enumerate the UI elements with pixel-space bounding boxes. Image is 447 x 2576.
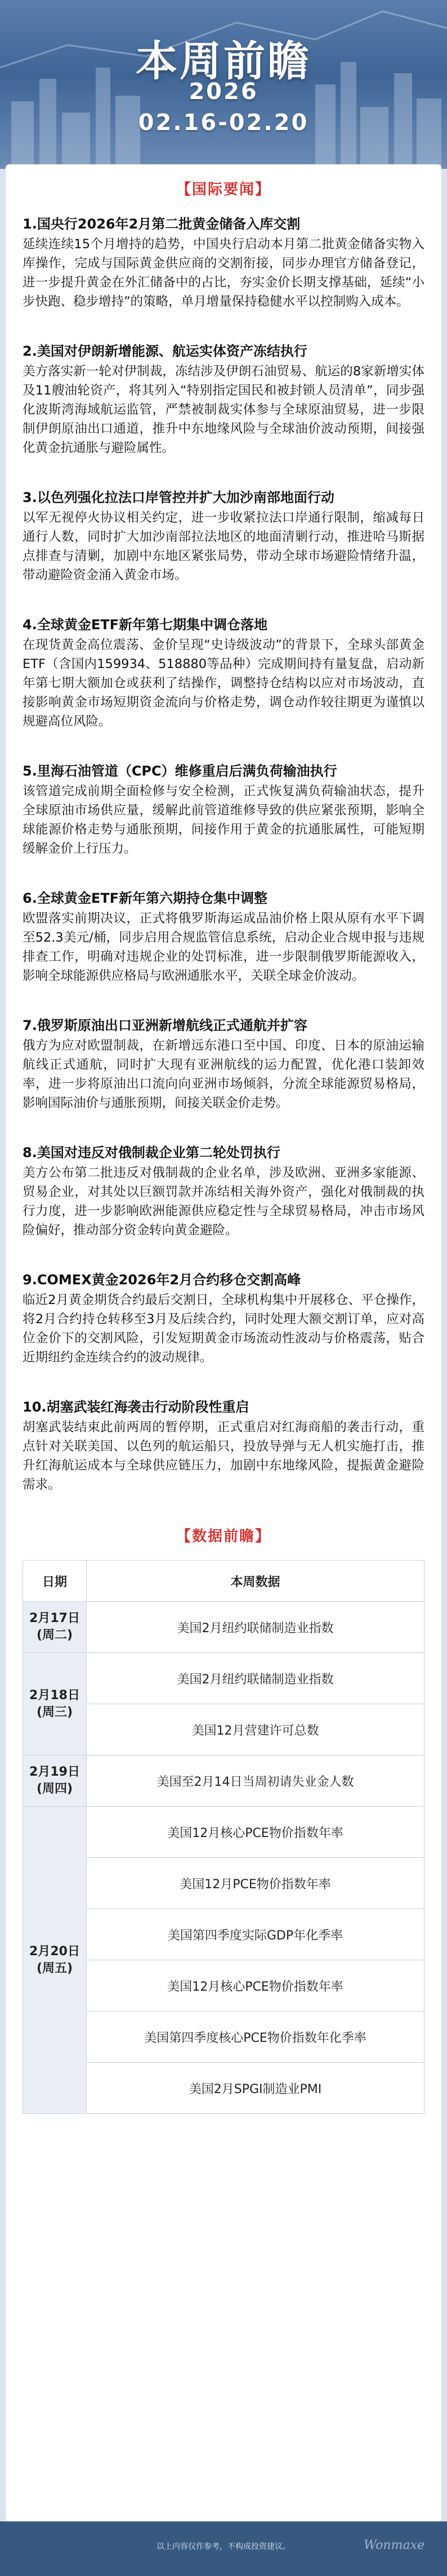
date-cell (23, 1602, 87, 1653)
news-title: 7.俄罗斯原油出口亚洲新增航线正式通航并扩容 (23, 1018, 307, 1033)
news-item (23, 889, 424, 985)
news-body: 在现货黄金高位震荡、金价呈现“史诗级波动”的背景下，全球头部黄金ETF（含国内159934、518880等品种）完成期间持有量复盘，启动新年第七期大额加仓或获利了结操作，调整持仓结构以应对市场波动，直接影响黄金市场短期资金流向与价格走势，调仓动作较往期更为谨慎以规避高位风险。 (23, 638, 424, 729)
news-title: 1.国央行2026年2月第二批黄金储备入库交割 (23, 216, 301, 232)
news-title: 8.美国对违反对俄制裁企业第二轮处罚执行 (23, 1145, 280, 1161)
date-label: 2月19日 (29, 1765, 80, 1779)
weekday-label: (周二) (36, 1628, 73, 1642)
news-title: 5.里海石油管道（CPC）维修重启后满负荷输油执行 (23, 763, 337, 779)
table-row (23, 1602, 424, 1653)
indicator-cell: 美国12月PCE物价指数年率 (87, 1858, 424, 1909)
news-item (23, 1397, 424, 1494)
news-list (23, 214, 424, 1494)
news-body: 该管道完成前期全面检修与安全检测，正式恢复满负荷输油状态，提升全球原油市场供应量，缓解此前管道维修导致的供应紧张预期，影响全球能源价格走势与通胀预期，间接作用于黄金的抗通胀属性，可能短期缓解金价上行压力。 (23, 784, 424, 856)
disclaimer-text: 以上内容仅作参考，不构成投资建议。 (157, 2542, 290, 2551)
table-row (23, 1653, 424, 1704)
news-item (23, 761, 424, 858)
data-section-title: 【数据前瞻】 (176, 1528, 271, 1545)
news-item (23, 214, 424, 311)
watermark-logo: Wonmaxe (364, 2538, 424, 2552)
news-body: 临近2月黄金期货合约最后交割日，全球机构集中开展移仓、平仓操作，将2月合约持仓转移至3月及后续合约，同时处理大额交割订单，应对高位金价下的交割风险，引发短期黄金市场流动性波动与价格震荡，贴合近期纽约金连续合约的波动规律。 (23, 1293, 424, 1365)
table-header-row (23, 1561, 424, 1602)
news-body: 胡塞武装结束此前两周的暂停期，正式重启对红海商船的袭击行动，重点针对关联美国、以色列的航运船只，投放导弹与无人机实施打击，推升红海航运成本与全球供应链压力，加剧中东地缘风险，提振黄金避险需求。 (23, 1420, 424, 1492)
news-title: 2.美国对伊朗新增能源、航运实体资产冻结执行 (23, 343, 307, 359)
date-label: 2月20日 (29, 1944, 80, 1959)
news-item (23, 615, 424, 731)
news-title: 9.COMEX黄金2026年2月合约移仓交割高峰 (23, 1272, 301, 1288)
news-title: 3.以色列强化拉法口岸管控并扩大加沙南部地面行动 (23, 490, 334, 505)
indicator-cell: 美国至2月14日当周初请失业金人数 (87, 1755, 424, 1807)
date-cell (23, 1653, 87, 1755)
news-body: 俄方为应对欧盟制裁，在新增远东港口至中国、印度、日本的原油运输航线正式通航，同时扩大现有亚洲航线的运力配置，优化港口装卸效率，进一步将原油出口流向向亚洲市场倾斜，分流全球能源贸易格局，影响国际油价与通胀预期，间接关联金价走势。 (23, 1038, 424, 1110)
weekday-label: (周四) (36, 1782, 73, 1796)
indicator-cell: 美国12月营建许可总数 (87, 1704, 424, 1755)
indicator-cell: 美国2月SPGI制造业PMI (87, 2063, 424, 2114)
header-year: 2026 (189, 79, 258, 105)
news-item (23, 1143, 424, 1240)
content-card (6, 164, 441, 2521)
date-cell (23, 1807, 87, 2114)
news-body: 以军无视停火协议相关约定，进一步收紧拉法口岸通行限制，缩减每日通行人数，同时扩大加沙南部拉法地区的地面清剿行动，推进哈马斯据点排查与清剿，加剧中东地区紧张局势，带动全球市场避险情绪升温，带动避险资金涌入黄金市场。 (23, 510, 424, 583)
indicator-cell: 美国2月纽约联储制造业指数 (87, 1653, 424, 1704)
weekday-label: (周五) (36, 1961, 73, 1975)
date-label: 2月17日 (29, 1611, 80, 1625)
intl-section-title: 【国际要闻】 (176, 181, 271, 198)
indicator-cell: 美国第四季度核心PCE物价指数年化季率 (87, 2011, 424, 2063)
header-banner (0, 0, 447, 169)
header-date-range: 02.16-02.20 (138, 110, 309, 136)
page-title: 本周前瞻 (136, 37, 311, 86)
column-header-data: 本周数据 (87, 1561, 424, 1602)
footer (0, 2521, 447, 2576)
news-item (23, 488, 424, 585)
indicator-cell: 美国第四季度实际GDP年化季率 (87, 1909, 424, 1960)
date-label: 2月18日 (29, 1688, 80, 1703)
news-title: 4.全球黄金ETF新年第七期集中调仓落地 (23, 617, 267, 633)
news-item (23, 1270, 424, 1367)
news-item (23, 342, 424, 458)
indicator-cell: 美国12月核心PCE物价指数年率 (87, 1960, 424, 2011)
news-title: 6.全球黄金ETF新年第六期持仓集中调整 (23, 890, 267, 906)
news-item (23, 1016, 424, 1113)
news-title: 10.胡塞武装红海袭击行动阶段性重启 (23, 1399, 249, 1415)
table-row (23, 1755, 424, 1807)
weekday-label: (周三) (36, 1705, 73, 1719)
indicator-cell: 美国2月纽约联储制造业指数 (87, 1602, 424, 1653)
data-table (23, 1560, 424, 2114)
column-header-date: 日期 (23, 1561, 87, 1602)
table-row (23, 1807, 424, 1858)
news-body: 欧盟落实前期决议，正式将俄罗斯海运成品油价格上限从原有水平下调至52.3美元/桶，同步启用合规监管信息系统，启动企业合规申报与违规排查工作，明确对违规企业的处罚标准，进一步限制俄罗斯能源收入，影响全球能源供应格局与欧洲通胀水平，关联全球金价波动。 (23, 911, 424, 983)
news-body: 美方公布第二批违反对俄制裁的企业名单，涉及欧洲、亚洲多家能源、贸易企业，对其处以巨额罚款并冻结相关海外资产，强化对俄制裁的执行力度，进一步影响欧洲能源供应稳定性与全球贸易格局，冲击市场风险偏好，推动部分资金转向黄金避险。 (23, 1166, 424, 1238)
date-cell (23, 1755, 87, 1807)
news-body: 美方落实新一轮对伊制裁，冻结涉及伊朗石油贸易、航运的8家新增实体及11艘油轮资产，将其列入“特别指定国民和被封锁人员清单”，同步强化波斯湾海域航运监管，严禁被制裁实体参与全球原油贸易，进一步限制伊朗原油出口通道，推升中东地缘风险与全球油价波动预期，间接强化黄金抗通胀与避险属性。 (23, 364, 424, 455)
news-body: 延续连续15个月增持的趋势，中国央行启动本月第二批黄金储备实物入库操作，完成与国际黄金供应商的交割衔接，同步办理官方储备登记，进一步提升黄金在外汇储备中的占比，夯实金价长期支撑基础，延续“小步快跑、稳步增持”的策略，单月增量保持稳健水平以控制购入成本。 (23, 237, 424, 309)
indicator-cell: 美国12月核心PCE物价指数年率 (87, 1807, 424, 1858)
